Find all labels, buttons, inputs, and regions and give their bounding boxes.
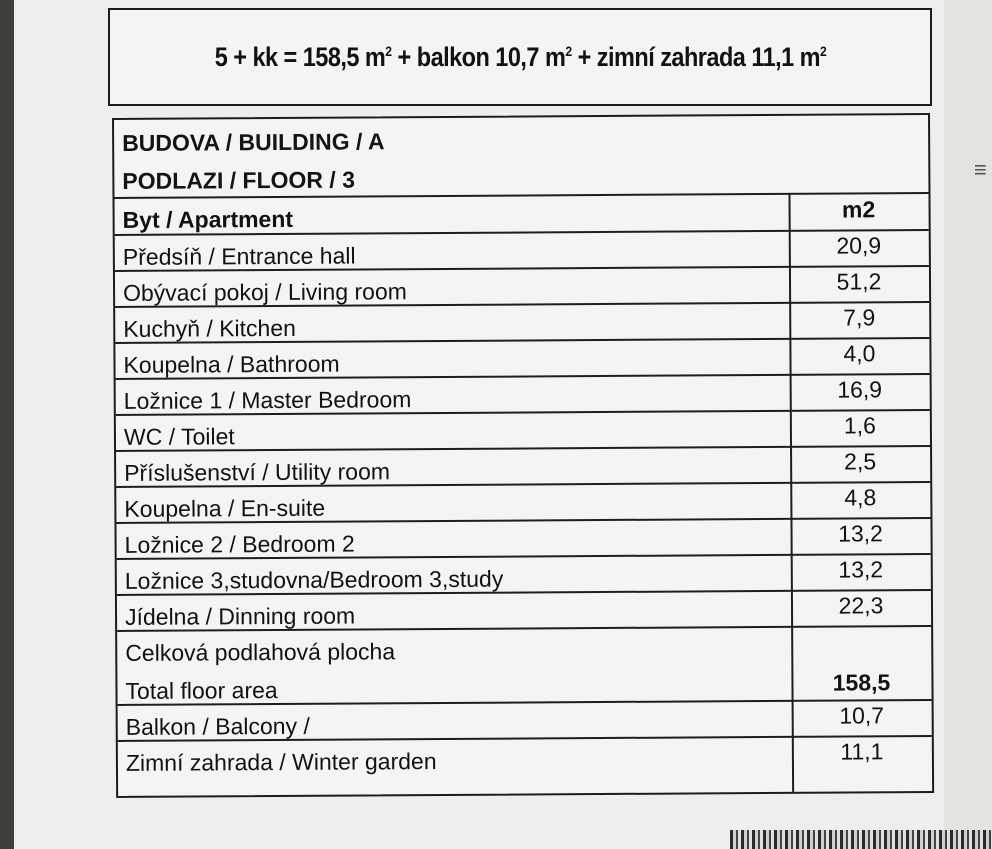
adjacent-sheet (944, 0, 992, 849)
table-row-label: Kuchyň / Kitchen (123, 314, 296, 342)
building-heading: BUDOVA / BUILDING / A (122, 128, 385, 156)
total-label-czech: Celková podlahová plocha (125, 638, 396, 666)
table-row-value: 4,0 (843, 340, 876, 367)
table-row-value: 51,2 (836, 268, 882, 295)
margin-mark: ≡ (974, 157, 987, 182)
apartment-summary-text: 5 + kk = 158,5 $m^2$ + balkon 10,7 $m^2$ + zimní zahrada 11,1 $m^2$ (214, 41, 826, 72)
table-row-value: 7,9 (843, 304, 876, 331)
table-row-value: 22,3 (838, 592, 884, 619)
table-row-label: Ložnice 2 / Bedroom 2 (124, 530, 355, 558)
table-row-value: 4,8 (844, 484, 877, 511)
table-row-value: 2,5 (844, 448, 877, 475)
table-row-label: Zimní zahrada / Winter garden (125, 748, 437, 776)
table-row-label: WC / Toilet (123, 423, 235, 450)
table-row-value: 16,9 (837, 376, 883, 403)
table-row-label: Balkon / Balcony / (125, 712, 310, 740)
barcode-fragment (730, 830, 992, 849)
table-row-label: Příslušenství / Utility room (124, 458, 391, 486)
table-row-value: 1,6 (843, 412, 876, 439)
apartment-summary-box (108, 8, 932, 106)
total-value: 158,5 (832, 669, 891, 696)
table-row-value: 11,1 (840, 738, 884, 765)
area-column-header: m2 (841, 196, 876, 223)
table-row-label: Ložnice 1 / Master Bedroom (123, 386, 412, 414)
table-row-label: Jídelna / Dinning room (124, 602, 356, 630)
table-row-label: Obývací pokoj / Living room (122, 278, 407, 306)
total-label-english: Total floor area (125, 676, 278, 704)
photo-background-left (0, 0, 14, 849)
room-area-table (112, 113, 934, 798)
table-row-value: 20,9 (836, 232, 882, 259)
table-row-value: 10,7 (839, 702, 885, 729)
table-row-value: 13,2 (838, 520, 884, 547)
floor-heading: PODLAZI / FLOOR / 3 (122, 166, 356, 194)
apartment-column-header: Byt / Apartment (122, 205, 294, 233)
table-row-value: 13,2 (838, 556, 884, 583)
table-row-label: Ložnice 3,studovna/Bedroom 3,study (124, 565, 504, 594)
table-row-label: Koupelna / En-suite (124, 494, 326, 522)
table-row-label: Koupelna / Bathroom (123, 350, 340, 378)
table-row-label: Předsíň / Entrance hall (122, 242, 356, 270)
